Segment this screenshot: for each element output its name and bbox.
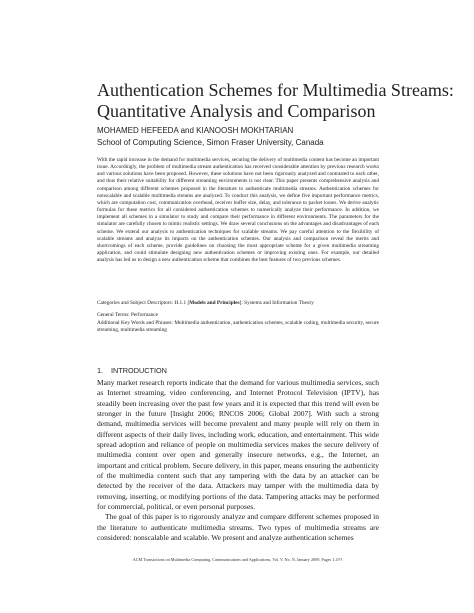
author-names: MOHAMED HEFEEDA and KIANOOSH MOKHTARIAN: [97, 126, 294, 135]
title-line-1: Authentication Schemes for Multimedia Streams:: [97, 80, 454, 100]
introduction-body: [97, 378, 379, 544]
categories-prefix: Categories and Subject Descriptors: H.1.1 [: [97, 300, 190, 306]
author-affiliation: School of Computing Science, Simon Fraser University, Canada: [97, 138, 324, 147]
title-line-2: Quantitative Analysis and Comparison: [97, 101, 376, 121]
section-title: INTRODUCTION: [111, 366, 167, 375]
categories-descriptors: [97, 300, 379, 307]
author-block: [97, 125, 417, 149]
body-paragraph: Many market research reports indicate that the demand for various multimedia services, such as Internet streaming, video conferencing, and Internet Protocol Television (IPTV), has steadily been increasing over the past few years and it is expected that this trend will even be stronger in the future [Insight 2006; RNCOS 2006; Global 2007]. With such a strong demand, multimedia services will become prevalent and many people will rely on them in different aspects of their daily lives, including work, education, and entertainment. This wide spread adoption and reliance of people on multimedia services makes the secure delivery of multimedia content over open and generally insecure networks, e.g., the Internet, an important and critical problem. Secure delivery, in this paper, means ensuring the authenticity of the multimedia content such that any tampering with the data by an attacker can be detected by the receiver of the data. Attackers may tamper with the multimedia data by removing, inserting, or modifying portions of the data. Tampering attacks may be performed for commercial, political, or even personal purposes.: [97, 378, 379, 512]
journal-footer: ACM Transactions on Multimedia Computing, Communications and Applications, Vol. V, No. N, January 2009, Pages 1–0??.: [132, 557, 344, 562]
general-terms: General Terms: Performance: [97, 312, 159, 318]
section-number: 1.: [97, 366, 104, 375]
categories-bold: Models and Principles: [189, 300, 240, 306]
section-heading: [97, 366, 379, 376]
keywords: Additional Key Words and Phrases: Multimedia authentication, authentication schemes, scalable coding, multimedia security, secure streaming, multimedia streaming: [97, 320, 379, 334]
body-paragraph: The goal of this paper is to rigorously analyze and compare different schemes proposed in the literature to authenticate multimedia streams. Two types of multimedia streams are considered: nonscalable and scalable. We present and analyze authentication schemes: [97, 512, 379, 543]
paper-title: [97, 80, 454, 122]
abstract: With the rapid increase in the demand for multimedia services, securing the delivery of multimedia content has become an important issue. Accordingly, the problem of multimedia stream authentication has received considerable attention by previous research works and various solutions have been proposed. However, these solutions have not been rigorously analyzed and contrasted to each other, and thus their relative suitability for different streaming environments is not clear. This paper presents comprehensive analysis and comparison among different schemes proposed in the literature to authenticate multimedia streams. Authentication schemes for nonscalable and scalable multimedia streams are analyzed. To conduct this analysis, we define five important performance metrics, which are computation cost, communication overhead, receiver buffer size, delay, and tolerance to packet losses. We derive analytic formulas for these metrics for all considered authentication schemes to numerically analyze their performance. In addition, we implement all schemes in a simulator to study and compare their performance in different environments. The parameters for the simulator are carefully chosen to mimic realistic settings. We draw several conclusions on the advantages and disadvantages of each scheme. We extend our analysis to authentication techniques for scalable streams. We pay careful attention to the flexibility of scalable streams and analyze its impacts on the authentication schemes. Our analysis and comparison reveal the merits and shortcomings of each scheme, provide guidelines on choosing the most appropriate scheme for a given multimedia streaming application, and could stimulate designing new authentication schemes or improving existing ones. For example, our detailed analysis has led us to design a new authentication scheme that combines the best features of two previous schemes.: [97, 157, 379, 264]
categories-suffix: ]: Systems and Information Theory: [239, 300, 314, 306]
